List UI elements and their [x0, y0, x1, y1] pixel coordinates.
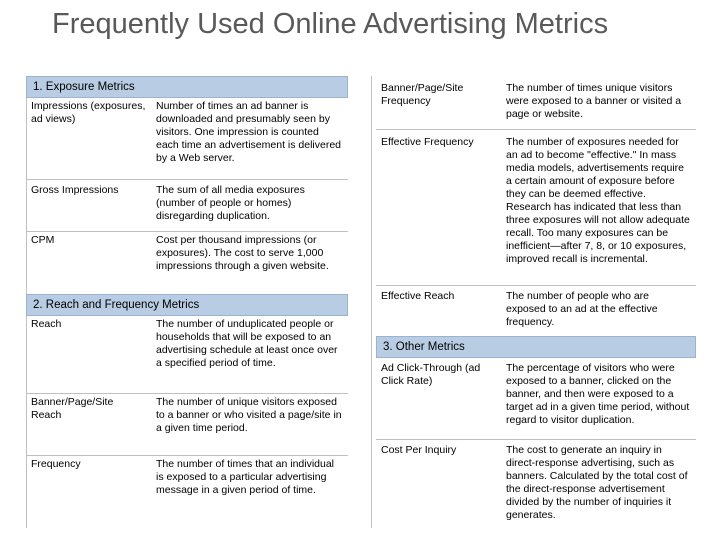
left-column [26, 76, 348, 526]
right-column [376, 76, 696, 526]
table-row [26, 394, 348, 456]
metric-term: Reach [31, 318, 62, 330]
table-row [26, 232, 348, 294]
reach-frequency-header: 2. Reach and Frequency Metrics [26, 294, 348, 316]
table-border-right [371, 76, 372, 528]
table-row [376, 130, 696, 286]
metric-definition: The number of unique visitors exposed to a banner or who visited a page/site in a given time period. [156, 396, 342, 434]
metric-term: Banner/Page/Site Reach [31, 396, 114, 421]
metric-definition: Number of times an ad banner is downloaded and presumably seen by visitors. One impression is counted each time an advertisement is delivered by a Web server. [156, 100, 342, 164]
metric-term: Cost Per Inquiry [381, 444, 457, 456]
metric-term: Frequency [31, 458, 81, 470]
metric-definition: The number of unduplicated people or households that will be exposed to an advertising schedule at least once over a specified period of time. [156, 318, 338, 369]
table-row [376, 76, 696, 130]
table-row [26, 180, 348, 232]
table-row [26, 456, 348, 526]
metric-term: Effective Frequency [381, 136, 474, 148]
table-row [376, 358, 696, 440]
metric-term: Gross Impressions [31, 184, 119, 196]
table-row [376, 440, 696, 526]
metric-term: Effective Reach [381, 290, 455, 302]
metric-definition: The number of people who are exposed to an ad at the effective frequency. [506, 290, 658, 328]
exposure-metrics-header: 1. Exposure Metrics [26, 76, 348, 98]
metric-definition: The number of times that an individual is exposed to a particular advertising message in a given period of time. [156, 458, 335, 496]
page-title: Frequently Used Online Advertising Metrics [52, 8, 609, 40]
metric-definition: Cost per thousand impressions (or exposures). The cost to serve 1,000 impressions through a given website. [156, 234, 329, 272]
metric-definition: The percentage of visitors who were exposed to a banner, clicked on the banner, and then were exposed to a target ad in a given time period, without regard to visitor duplication. [506, 362, 690, 426]
metric-definition: The cost to generate an inquiry in direct-response advertising, such as banners. Calculated by the total cost of the direct-response advertisement divided by the number of inquiries it generates. [506, 444, 688, 521]
metric-term: Ad Click-Through (ad Click Rate) [381, 362, 481, 387]
metric-definition: The sum of all media exposures (number of people or homes) disregarding duplication. [156, 184, 305, 222]
metric-definition: The number of exposures needed for an ad to become "effective." In mass media models, advertisements require a certain amount of exposure before they can be deemed effective. Research has indicated that less than three exposures will not allow adequate recall. Too many exposures can be inefficient—after 7, 8, or 10 exposures, improved recall is incremental. [506, 136, 690, 265]
table-row [376, 286, 696, 332]
metric-term: CPM [31, 234, 55, 246]
metric-term: Banner/Page/Site Frequency [381, 82, 464, 107]
metric-definition: The number of times unique visitors were exposed to a banner or visited a page or website. [506, 82, 682, 120]
table-row [26, 316, 348, 394]
metric-term: Impressions (exposures, ad views) [31, 100, 146, 125]
table-row [26, 98, 348, 180]
other-metrics-header: 3. Other Metrics [376, 336, 696, 358]
